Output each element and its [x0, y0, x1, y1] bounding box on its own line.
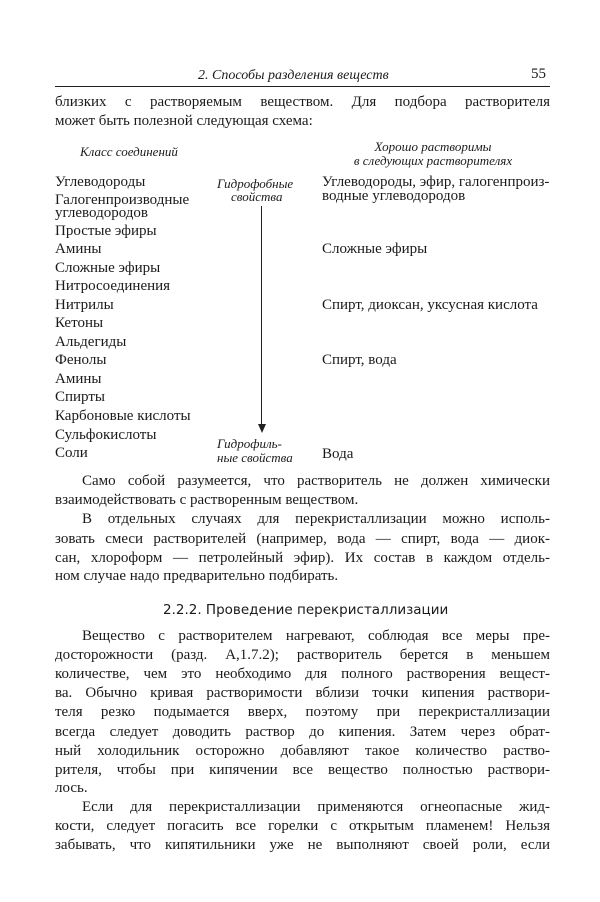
para-line: сан, хлороформ — петролейный эфир). Их состав в каждом отдель-: [55, 550, 550, 566]
class-item: Нитрилы: [55, 297, 114, 313]
axis-label-bottom: Гидрофиль-: [217, 436, 282, 451]
running-title: 2. Способы разделения веществ: [198, 68, 389, 83]
para-line: взаимодействовать с растворенным веществом.: [55, 492, 359, 508]
para-line: ном случае надо предварительно подбирать.: [55, 568, 339, 584]
para-line: кости, следует погасить все горелки с открытым пламенем! Нельзя: [55, 818, 550, 834]
solvent-item: Сложные эфиры: [322, 241, 428, 257]
solvent-item: водные углеводородов: [322, 188, 466, 204]
para-line: количестве, чем это необходимо для полного растворения вещест-: [55, 666, 550, 682]
class-item: Альдегиды: [55, 334, 127, 350]
para-line: зовать смеси растворителей (например, вода — спирт, вода — диок-: [55, 531, 550, 547]
class-item: Карбоновые кислоты: [55, 408, 191, 424]
class-item: Простые эфиры: [55, 223, 157, 239]
class-item: Нитросоединения: [55, 278, 171, 294]
class-item: Галогенпроизводные: [55, 192, 190, 208]
para-line: Если для перекристаллизации применяются огнеопасные жид-: [82, 799, 550, 815]
para-line: В отдельных случаях для перекристаллизации можно исполь-: [82, 511, 550, 527]
header-rule: [55, 86, 550, 87]
para-line: ва. Обычно кривая растворимости вблизи точки кипения раствори-: [55, 685, 550, 701]
solvent-item: Вода: [322, 446, 354, 462]
solvent-item: Спирт, диоксан, уксусная кислота: [322, 297, 538, 313]
para-line: рителя, чтобы при кипячении все вещество полностью раствори-: [55, 762, 550, 778]
solvent-item: Спирт, вода: [322, 352, 397, 368]
class-item: Соли: [55, 445, 88, 461]
header-line: в следующих растворителях: [353, 153, 513, 168]
para-line: Вещество с растворителем нагревают, соблюдая все меры пре-: [82, 628, 550, 644]
scheme-right-header: [322, 140, 544, 168]
para-line: всегда следует доводить раствор до кипения. Затем через обрат-: [55, 724, 550, 740]
class-item: Амины: [55, 371, 102, 387]
page-number: 55: [531, 66, 546, 82]
para-line: досторожности (разд. А,1.7.2); растворитель берется в меньшем: [55, 647, 550, 663]
class-item: Амины: [55, 241, 102, 257]
solvent-item: Углеводороды, эфир, галогенпроиз-: [322, 174, 550, 190]
intro-line: близких с растворяемым веществом. Для подбора растворителя: [55, 94, 550, 110]
para-line: ный холодильник осторожно добавляют такое количество раство-: [55, 743, 550, 759]
scheme-left-header: Класс соединений: [80, 144, 178, 159]
class-item: углеводородов: [55, 205, 148, 221]
section-heading: 2.2.2. Проведение перекристаллизации: [163, 602, 449, 618]
class-item: Фенолы: [55, 352, 107, 368]
axis-label-bottom: ные свойства: [217, 450, 293, 465]
para-line: Само собой разумеется, что растворитель не должен химически: [82, 473, 550, 489]
intro-line: может быть полезной следующая схема:: [55, 113, 313, 129]
para-line: теля резко подымается вверх, поэтому при перекристаллизации: [55, 704, 550, 720]
arrow-line: [261, 206, 262, 428]
axis-label-top: свойства: [231, 189, 283, 204]
para-line: лось.: [55, 780, 88, 796]
header-line: Хорошо растворимы: [374, 139, 492, 154]
class-item: Сложные эфиры: [55, 260, 161, 276]
axis-label-top: Гидрофобные: [217, 176, 294, 191]
para-line: забывать, что кипятильники уже не выполняют своей роли, если: [55, 837, 550, 853]
class-item: Кетоны: [55, 315, 104, 331]
class-item: Сульфокислоты: [55, 427, 157, 443]
arrow-down-icon: [258, 424, 266, 433]
class-item: Углеводороды: [55, 174, 146, 190]
class-item: Спирты: [55, 389, 105, 405]
